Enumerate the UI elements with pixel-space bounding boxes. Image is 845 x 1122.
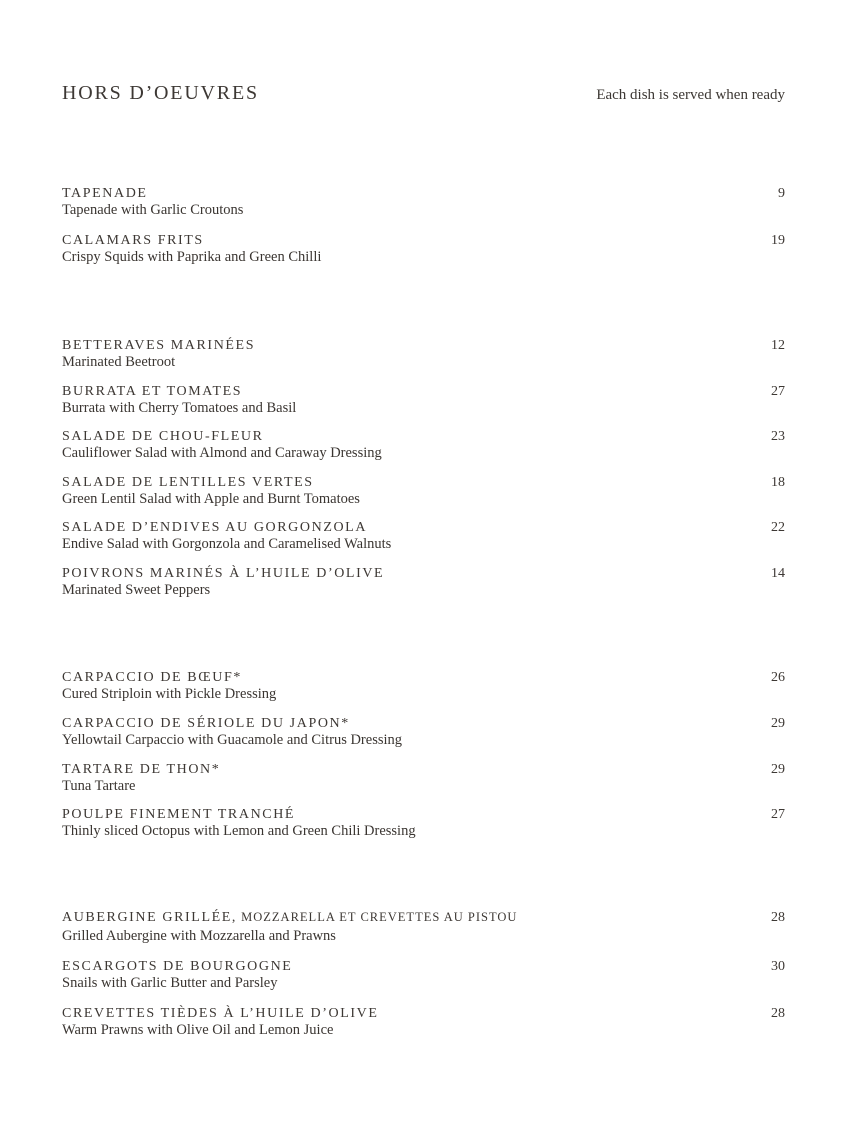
dish-description: Warm Prawns with Olive Oil and Lemon Juice <box>62 1022 334 1038</box>
dish-description: Tapenade with Garlic Croutons <box>62 202 244 218</box>
dish-name: BURRATA ET TOMATES <box>62 384 243 399</box>
menu-item <box>62 384 785 424</box>
dish-description: Burrata with Cherry Tomatoes and Basil <box>62 400 297 416</box>
dish-description: Tuna Tartare <box>62 778 136 794</box>
menu-item <box>62 910 785 950</box>
menu-item <box>62 670 785 710</box>
dish-description: Green Lentil Salad with Apple and Burnt Tomatoes <box>62 491 360 507</box>
dish-name: SALADE DE LENTILLES VERTES <box>62 475 314 490</box>
dish-price: 28 <box>771 910 785 925</box>
dish-name: POULPE FINEMENT TRANCHÉ <box>62 807 296 822</box>
service-note: Each dish is served when ready <box>596 87 785 103</box>
menu-item <box>62 520 785 560</box>
dish-price: 26 <box>771 670 785 685</box>
dish-price: 30 <box>771 959 785 974</box>
dish-price: 29 <box>771 762 785 777</box>
dish-price: 27 <box>771 807 785 822</box>
dish-description: Endive Salad with Gorgonzola and Caramelised Walnuts <box>62 536 392 552</box>
dish-name: TAPENADE <box>62 186 148 201</box>
dish-price: 14 <box>771 566 785 581</box>
dish-description: Crispy Squids with Paprika and Green Chilli <box>62 249 322 265</box>
dish-name-part: AUBERGINE GRILLÉE, <box>62 910 238 925</box>
dish-price: 23 <box>771 429 785 444</box>
menu-item <box>62 1006 785 1046</box>
dish-name: ESCARGOTS DE BOURGOGNE <box>62 959 293 974</box>
menu-item <box>62 807 785 847</box>
dish-name: CREVETTES TIÈDES À L’HUILE D’OLIVE <box>62 1006 379 1021</box>
dish-description: Grilled Aubergine with Mozzarella and Prawns <box>62 928 336 944</box>
menu-item <box>62 959 785 999</box>
dish-name: CARPACCIO DE BŒUF* <box>62 670 242 685</box>
dish-name-part: MOZZARELLA ET CREVETTES AU PISTOU <box>237 910 518 924</box>
menu-item <box>62 762 785 802</box>
menu-item <box>62 429 785 469</box>
dish-price: 28 <box>771 1006 785 1021</box>
dish-name: POIVRONS MARINÉS À L’HUILE D’OLIVE <box>62 566 385 581</box>
dish-name: SALADE D’ENDIVES AU GORGONZOLA <box>62 520 368 535</box>
dish-price: 29 <box>771 716 785 731</box>
dish-price: 18 <box>771 475 785 490</box>
dish-name: BETTERAVES MARINÉES <box>62 338 256 353</box>
dish-name: TARTARE DE THON* <box>62 762 221 777</box>
dish-price: 22 <box>771 520 785 535</box>
dish-name: SALADE DE CHOU-FLEUR <box>62 429 264 444</box>
dish-price: 19 <box>771 233 785 248</box>
dish-price: 27 <box>771 384 785 399</box>
dish-name: CALAMARS FRITS <box>62 233 204 248</box>
dish-description: Cauliflower Salad with Almond and Caraway Dressing <box>62 445 382 461</box>
menu-item <box>62 475 785 515</box>
dish-name: CARPACCIO DE SÉRIOLE DU JAPON* <box>62 716 350 731</box>
dish-description: Snails with Garlic Butter and Parsley <box>62 975 278 991</box>
menu-item <box>62 186 785 226</box>
dish-description: Yellowtail Carpaccio with Guacamole and Citrus Dressing <box>62 732 403 748</box>
menu-item <box>62 233 785 273</box>
dish-description: Marinated Sweet Peppers <box>62 582 211 598</box>
page-title: HORS D’OEUVRES <box>62 82 259 104</box>
dish-description: Marinated Beetroot <box>62 354 176 370</box>
menu-item <box>62 338 785 378</box>
dish-price: 9 <box>778 186 785 201</box>
menu-item <box>62 716 785 756</box>
dish-price: 12 <box>771 338 785 353</box>
dish-name <box>62 910 517 926</box>
dish-description: Thinly sliced Octopus with Lemon and Green Chili Dressing <box>62 823 416 839</box>
menu-item <box>62 566 785 606</box>
dish-description: Cured Striploin with Pickle Dressing <box>62 686 277 702</box>
